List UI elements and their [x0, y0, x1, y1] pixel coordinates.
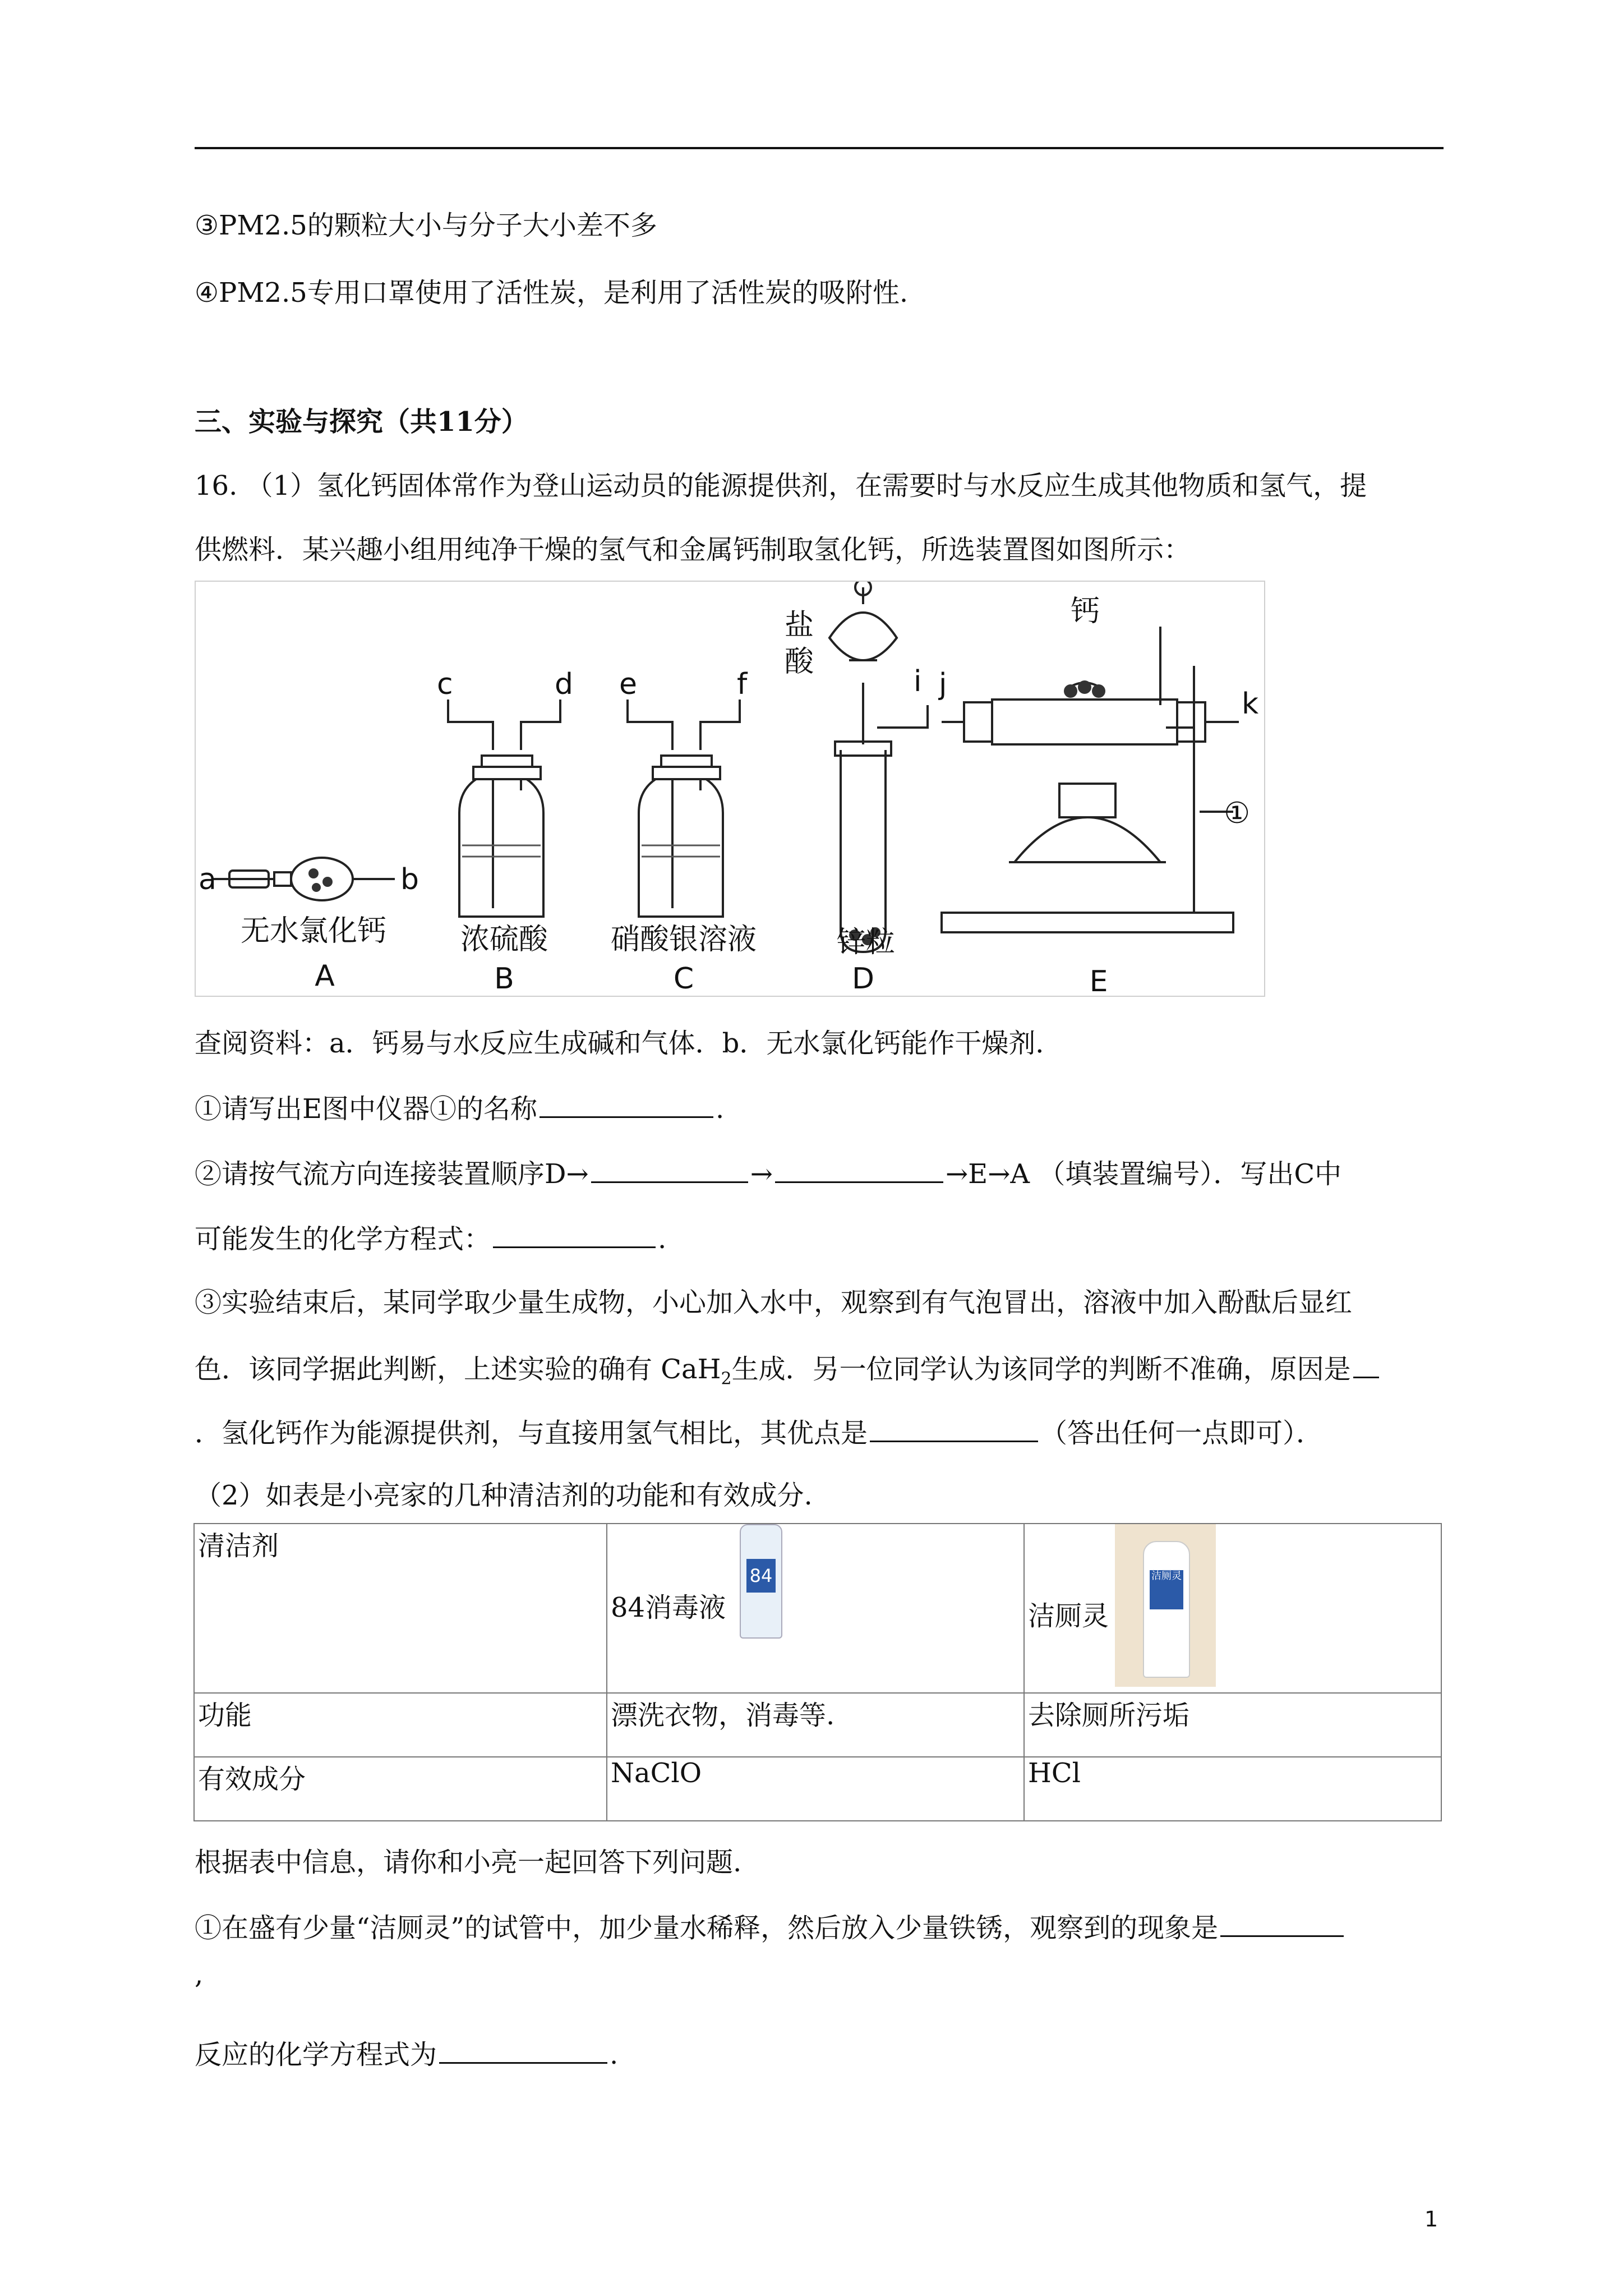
table-q1-comma: , [195, 1959, 204, 1990]
table-q1b [195, 2036, 618, 2072]
cleaner-table [193, 1523, 1442, 1821]
answer-blank-3a[interactable] [1353, 1351, 1379, 1378]
subq-1-text: ①请写出E图中仪器①的名称 [195, 1093, 538, 1125]
table-label-function: 功能 [194, 1693, 607, 1757]
answer-blank-3b[interactable] [870, 1415, 1038, 1442]
answer-blank-2c[interactable] [493, 1221, 656, 1248]
letter-e: E [1089, 965, 1108, 996]
table-q1b-end: . [610, 2039, 619, 2070]
label-i: i [914, 665, 922, 698]
label-j: j [939, 668, 947, 701]
subq-3c-end: （答出任何一点即可）． [1040, 1418, 1324, 1449]
apparatus-svg [196, 582, 1264, 996]
subq-3-line-1: ③实验结束后，某同学取少量生成物，小心加入水中，观察到有气泡冒出，溶液中加入酚酞后显红 [195, 1287, 1353, 1318]
letter-c: C [673, 962, 694, 996]
label-marker-1: ① [1224, 797, 1250, 830]
answer-blank-1[interactable] [540, 1091, 713, 1118]
label-zinc: 锌粒 [836, 926, 896, 959]
answer-blank-4b[interactable] [439, 2036, 607, 2064]
bottle-84-badge: 84 [746, 1559, 776, 1593]
table-cell-ingredient-84: NaClO [607, 1757, 1024, 1821]
subq-3c-text: ．氢化钙作为能源提供剂，与直接用氢气相比，其优点是 [195, 1418, 868, 1449]
table-row [194, 1693, 1441, 1757]
subq-1-end: . [716, 1093, 725, 1125]
subq-2-arrow: → [750, 1158, 773, 1190]
label-b: b [400, 863, 419, 896]
part-2-intro: （2）如表是小亮家的几种清洁剂的功能和有效成分. [195, 1480, 813, 1511]
subscript-2: 2 [721, 1369, 732, 1389]
letter-d: D [851, 962, 875, 996]
answer-blank-2b[interactable] [775, 1156, 943, 1183]
label-e: e [619, 668, 637, 701]
subq-2-text-end: →E→A （填装置编号）．写出C中 [945, 1158, 1342, 1190]
subq-3-text-end: 生成．另一位同学认为该同学的判断不准确，原因是 [731, 1354, 1351, 1385]
label-hcl-2: 酸 [785, 645, 814, 679]
table-q1 [195, 1910, 1346, 1945]
label-agno3: 硝酸银溶液 [610, 923, 757, 956]
table-header-84 [607, 1524, 1024, 1693]
table-label-ingredient: 有效成分 [194, 1757, 607, 1821]
table-q1-text: ①在盛有少量“洁厕灵”的试管中，加少量水稀释，然后放入少量铁锈，观察到的现象是 [195, 1912, 1219, 1944]
answer-blank-4a[interactable] [1220, 1910, 1344, 1937]
label-84-disinfectant: 84消毒液 [611, 1592, 726, 1623]
table-cell-function-84: 漂洗衣物，消毒等. [607, 1693, 1024, 1757]
table-cell-function-toilet: 去除厕所污垢 [1024, 1693, 1441, 1757]
label-f: f [737, 668, 748, 701]
subq-3-line-2 [195, 1351, 1381, 1396]
apparatus-figure [195, 581, 1265, 997]
section-heading: 三、实验与探究（共11分） [195, 406, 528, 438]
question-16-line-1: 16. （1）氢化钙固体常作为登山运动员的能源提供剂，在需要时与水反应生成其他物质和氢气，提 [195, 470, 1367, 501]
header-rule [195, 147, 1444, 149]
table-q1b-text: 反应的化学方程式为 [195, 2039, 437, 2070]
subq-3-text: 色．该同学据此判断，上述实验的确有 CaH [195, 1354, 721, 1385]
info-line: 查阅资料：a．钙易与水反应生成碱和气体．b．无水氯化钙能作干燥剂． [195, 1028, 1063, 1059]
table-row [194, 1524, 1441, 1693]
label-d: d [555, 668, 574, 701]
subq-2b-text: 可能发生的化学方程式： [195, 1223, 491, 1255]
table-header-toilet-cleaner [1024, 1524, 1441, 1693]
bottle-toilet-image [1115, 1524, 1216, 1687]
subq-2-text: ②请按气流方向连接装置顺序D→ [195, 1158, 589, 1190]
subq-2b-end: . [658, 1223, 667, 1255]
label-toilet-cleaner: 洁厕灵 [1028, 1600, 1109, 1632]
bottle-toilet-label: 洁厕灵 [1150, 1570, 1183, 1609]
table-header-cleaner: 清洁剂 [194, 1524, 607, 1693]
subq-2 [195, 1156, 1341, 1191]
label-anhydrous-cacl2: 无水氯化钙 [240, 914, 387, 948]
table-row [194, 1757, 1441, 1821]
page-number: 1 [1424, 2207, 1438, 2231]
after-table-line: 根据表中信息，请你和小亮一起回答下列问题. [195, 1847, 742, 1878]
table-cell-ingredient-toilet: HCl [1024, 1757, 1441, 1821]
subq-1 [195, 1091, 724, 1126]
question-16-line-2: 供燃料．某兴趣小组用纯净干燥的氢气和金属钙制取氢化钙，所选装置图如图所示： [195, 534, 1191, 565]
text-line-pm25-mask: ④PM2.5专用口罩使用了活性炭，是利用了活性炭的吸附性. [195, 277, 909, 309]
label-conc-h2so4: 浓硫酸 [460, 923, 548, 956]
text-line-pm25-size: ③PM2.5的颗粒大小与分子大小差不多 [195, 210, 657, 241]
label-a: a [199, 863, 216, 896]
subq-3-line-3 [195, 1415, 1323, 1450]
bottle-84-image [740, 1524, 782, 1639]
answer-blank-2a[interactable] [591, 1156, 748, 1183]
label-calcium: 钙 [1071, 595, 1100, 628]
label-hcl-1: 盐 [785, 609, 814, 642]
subq-2b [195, 1221, 666, 1256]
label-k: k [1242, 687, 1259, 721]
label-c: c [437, 668, 453, 701]
letter-a: A [315, 959, 335, 993]
letter-b: B [494, 962, 514, 996]
